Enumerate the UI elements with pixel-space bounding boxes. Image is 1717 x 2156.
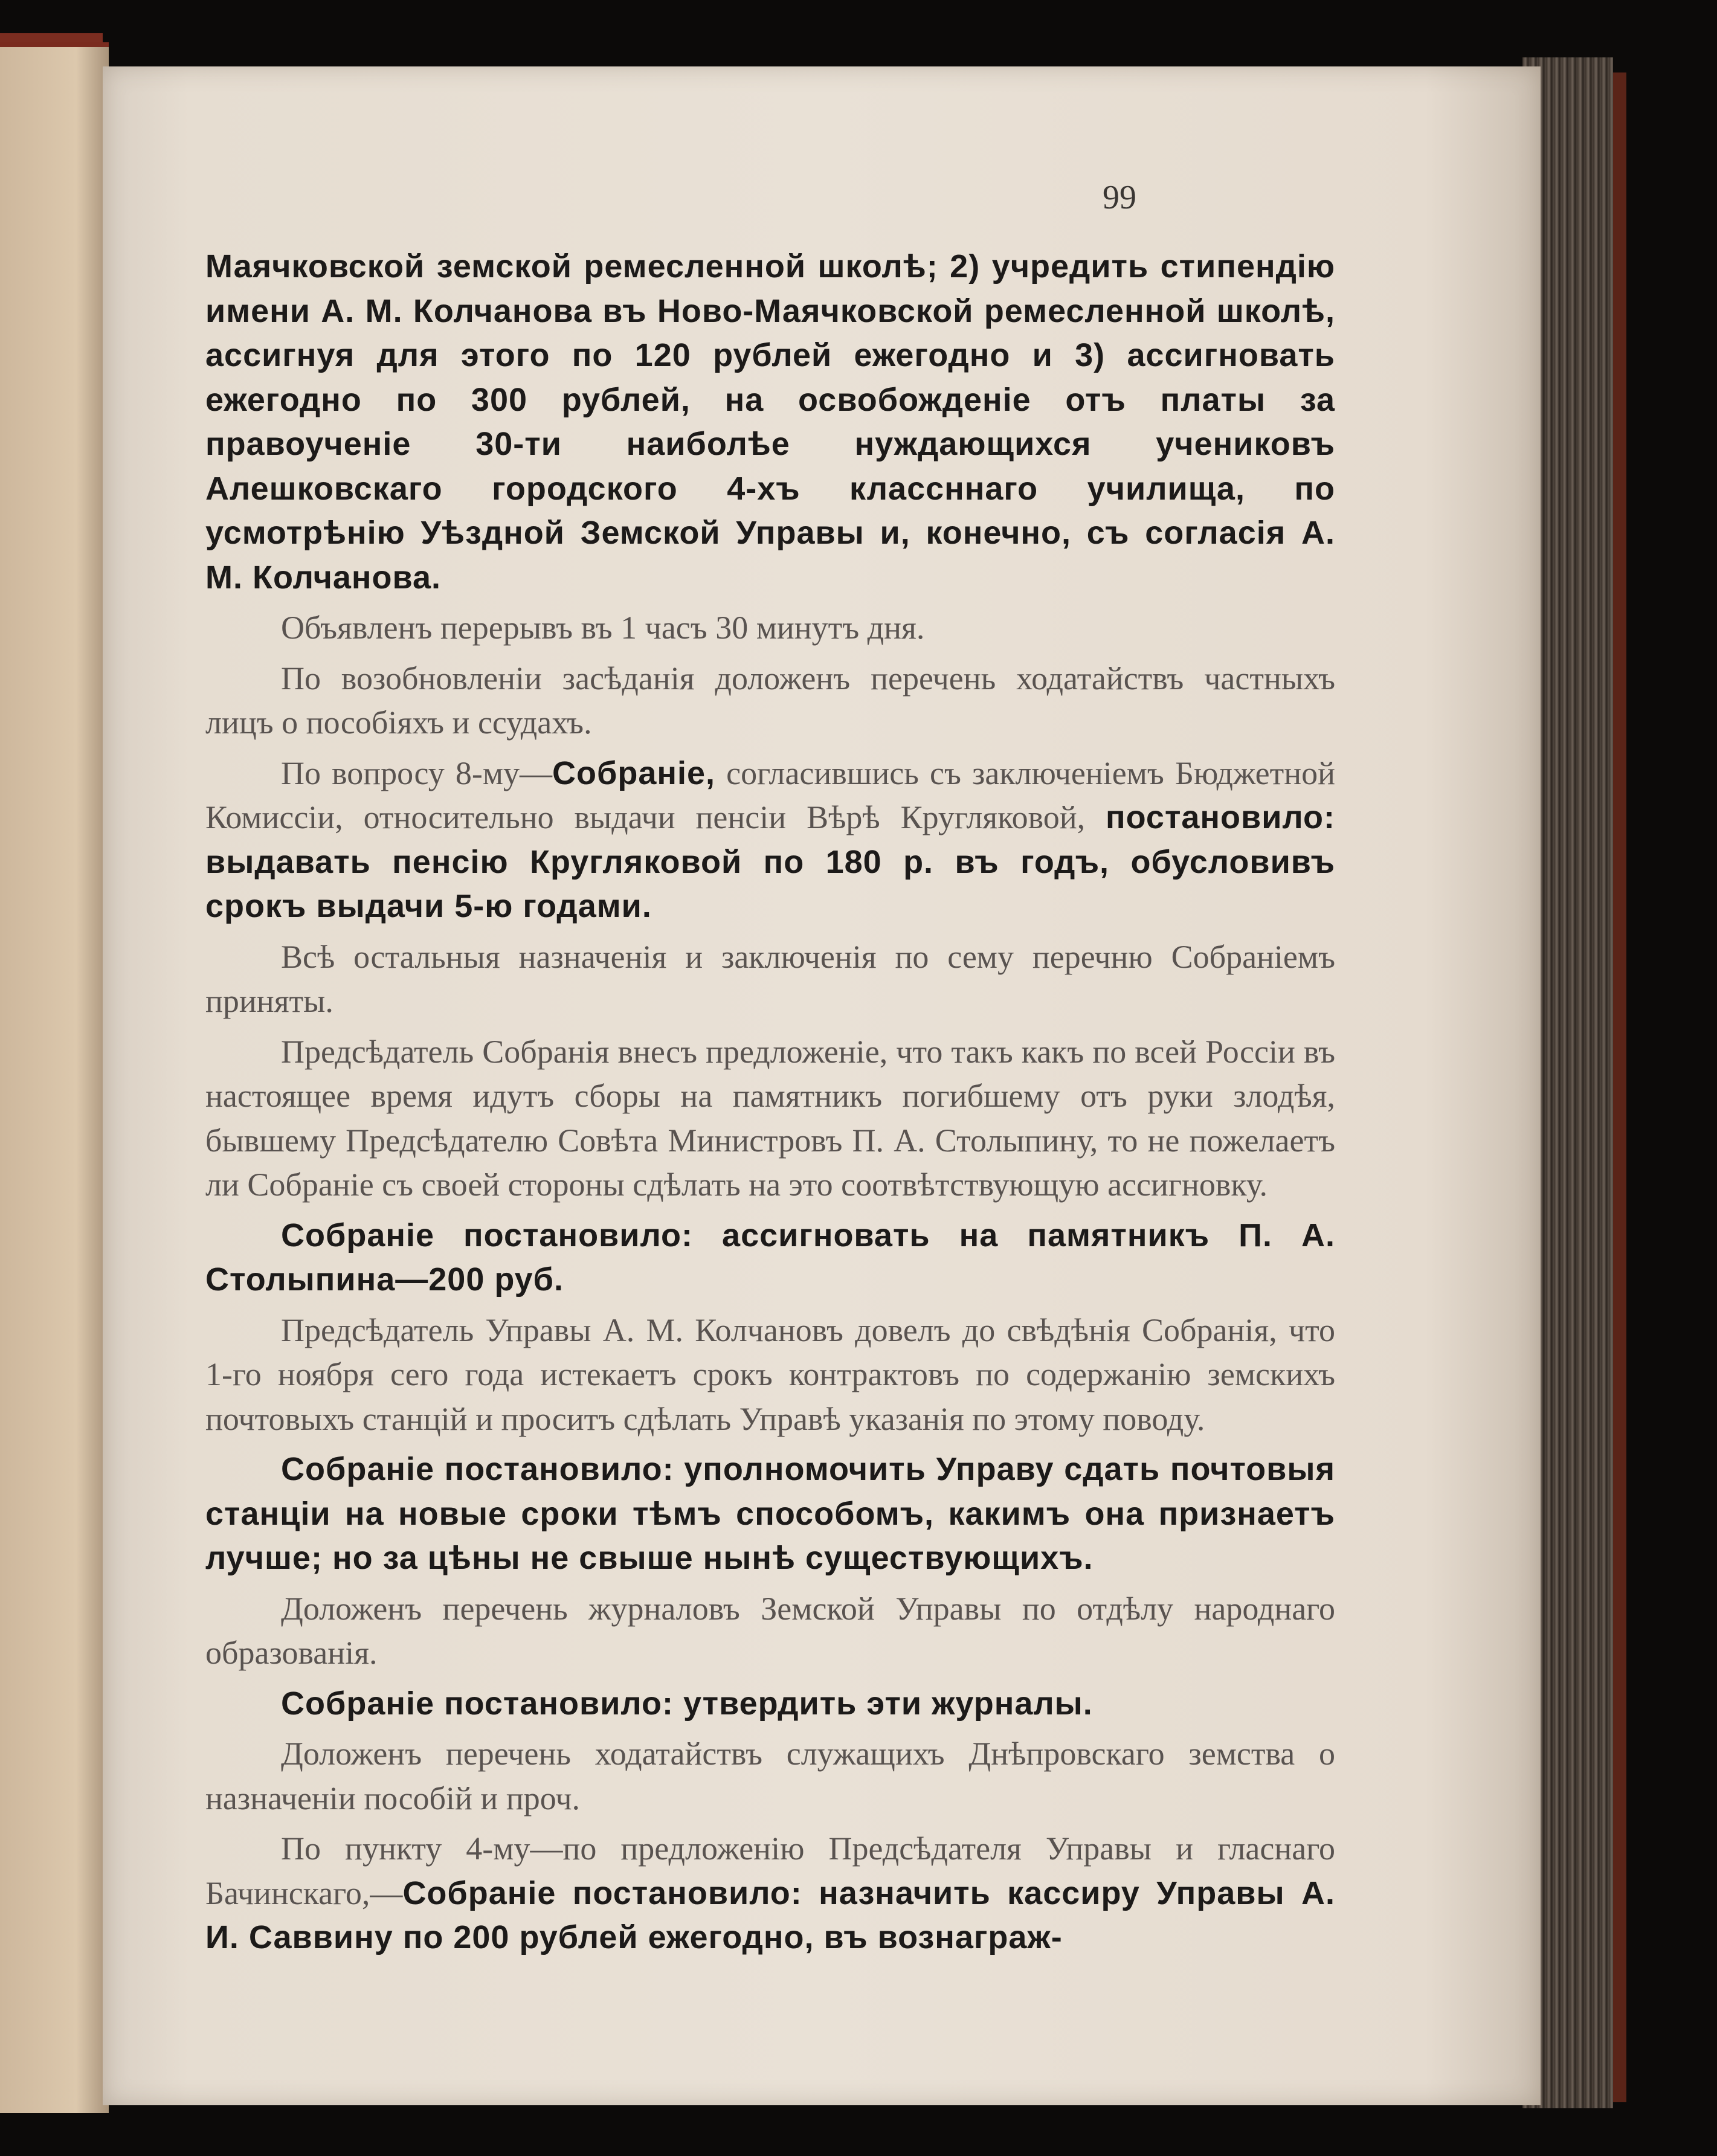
para-4-text-b: Собраніе, bbox=[552, 755, 716, 791]
book-page bbox=[103, 66, 1541, 2105]
para-4-text-d: постановило: выдавать пенсію Кругляковой по 180 р. въ годъ, обусловивъ срокъ выдачи 5-ю годами. bbox=[205, 799, 1335, 924]
para-12-text: Доложенъ перечень ходатайствъ служащихъ Днѣпровскаго земства о назначеніи пособій и проч. bbox=[205, 1736, 1335, 1817]
para-4-text-c: согласившись съ заключеніемъ Бюджетной Комиссіи, относительно выдачи пенсіи Вѣрѣ Кругляковой, bbox=[205, 755, 1335, 835]
para-13-text-b: Собраніе постановило: назначить кассиру Управы А. И. Саввину по 200 рублей ежегодно, въ вознаграж- bbox=[205, 1874, 1335, 1955]
para-5-text: Всѣ остальныя назначенія и заключенія по сему перечню Собраніемъ приняты. bbox=[205, 938, 1335, 1019]
para-1-text: Маячковской земской ремесленной школѣ; 2) учредить стипендію имени А. М. Колчанова въ Ново-Маячковской ремесленной школѣ, ассигнуя для этого по 120 рублей ежегодно и 3) ассигновать ежегодно по 300 рублей, на освобожденіе отъ платы за правоученіе 30-ти наиболѣе нуждающихся учениковъ Алешковскаго городского 4-хъ классннаго училища, по усмотрѣнію Уѣздной Земской Управы и, конечно, съ согласія А. М. Колчанова. bbox=[205, 248, 1335, 596]
paragraph-4 bbox=[205, 751, 1335, 929]
para-11-text: Собраніе постановило: утвердить эти журналы. bbox=[281, 1685, 1093, 1722]
page-number: 99 bbox=[1103, 179, 1136, 216]
paragraph-12 bbox=[205, 1732, 1335, 1821]
para-13-text-a: По пункту 4-му—по предложенію Предсѣдателя Управы и гласнаго Бачинскаго,— bbox=[205, 1830, 1335, 1911]
paragraph-13 bbox=[205, 1827, 1335, 1960]
para-7-text: Собраніе постановило: ассигновать на памятникъ П. А. Столыпина—200 руб. bbox=[205, 1217, 1335, 1298]
paragraph-3 bbox=[205, 657, 1335, 745]
paragraph-7 bbox=[205, 1214, 1335, 1302]
para-6-text: Предсѣдатель Собранія внесъ предложеніе, что такъ какъ по всей Россіи въ настоящее время идутъ сборы на памятникъ погибшему отъ руки злодѣя, бывшему Предсѣдателю Совѣта Министровъ П. А. Столыпину, то не пожелаетъ ли Собраніе съ своей стороны сдѣлать на это соотвѣтствующую ассигновку. bbox=[205, 1033, 1335, 1203]
book-cover-right bbox=[1613, 72, 1626, 2102]
para-9-text: Собраніе постановило: уполномочить Управу сдать почтовыя станціи на новые сроки тѣмъ способомъ, какимъ она признаетъ лучше; но за цѣны не свыше нынѣ существующихъ. bbox=[205, 1451, 1335, 1576]
para-3-text: По возобновленіи засѣданія доложенъ перечень ходатайствъ частныхъ лицъ о пособіяхъ и ссудахъ. bbox=[205, 660, 1335, 741]
paragraph-1 bbox=[205, 245, 1335, 600]
paragraph-5 bbox=[205, 935, 1335, 1024]
para-10-text: Доложенъ перечень журналовъ Земской Управы по отдѣлу народнаго образованія. bbox=[205, 1590, 1335, 1671]
para-4-text-a: По вопросу 8-му— bbox=[281, 755, 553, 791]
paragraph-11 bbox=[205, 1682, 1335, 1726]
paragraph-6 bbox=[205, 1030, 1335, 1208]
page-text bbox=[205, 245, 1335, 1960]
paragraph-10 bbox=[205, 1587, 1335, 1676]
para-2-text: Объявленъ перерывъ въ 1 часъ 30 минутъ дня. bbox=[281, 610, 925, 646]
left-page-edge bbox=[0, 42, 109, 2113]
para-8-text: Предсѣдатель Управы А. М. Колчановъ довелъ до свѣдѣнія Собранія, что 1-го ноября сего года истекаетъ срокъ контрактовъ по содержанію земскихъ почтовыхъ станцій и проситъ сдѣлать Управѣ указанія по этому поводу. bbox=[205, 1311, 1335, 1437]
paragraph-8 bbox=[205, 1308, 1335, 1442]
paragraph-9 bbox=[205, 1447, 1335, 1581]
paragraph-2 bbox=[205, 606, 1335, 651]
